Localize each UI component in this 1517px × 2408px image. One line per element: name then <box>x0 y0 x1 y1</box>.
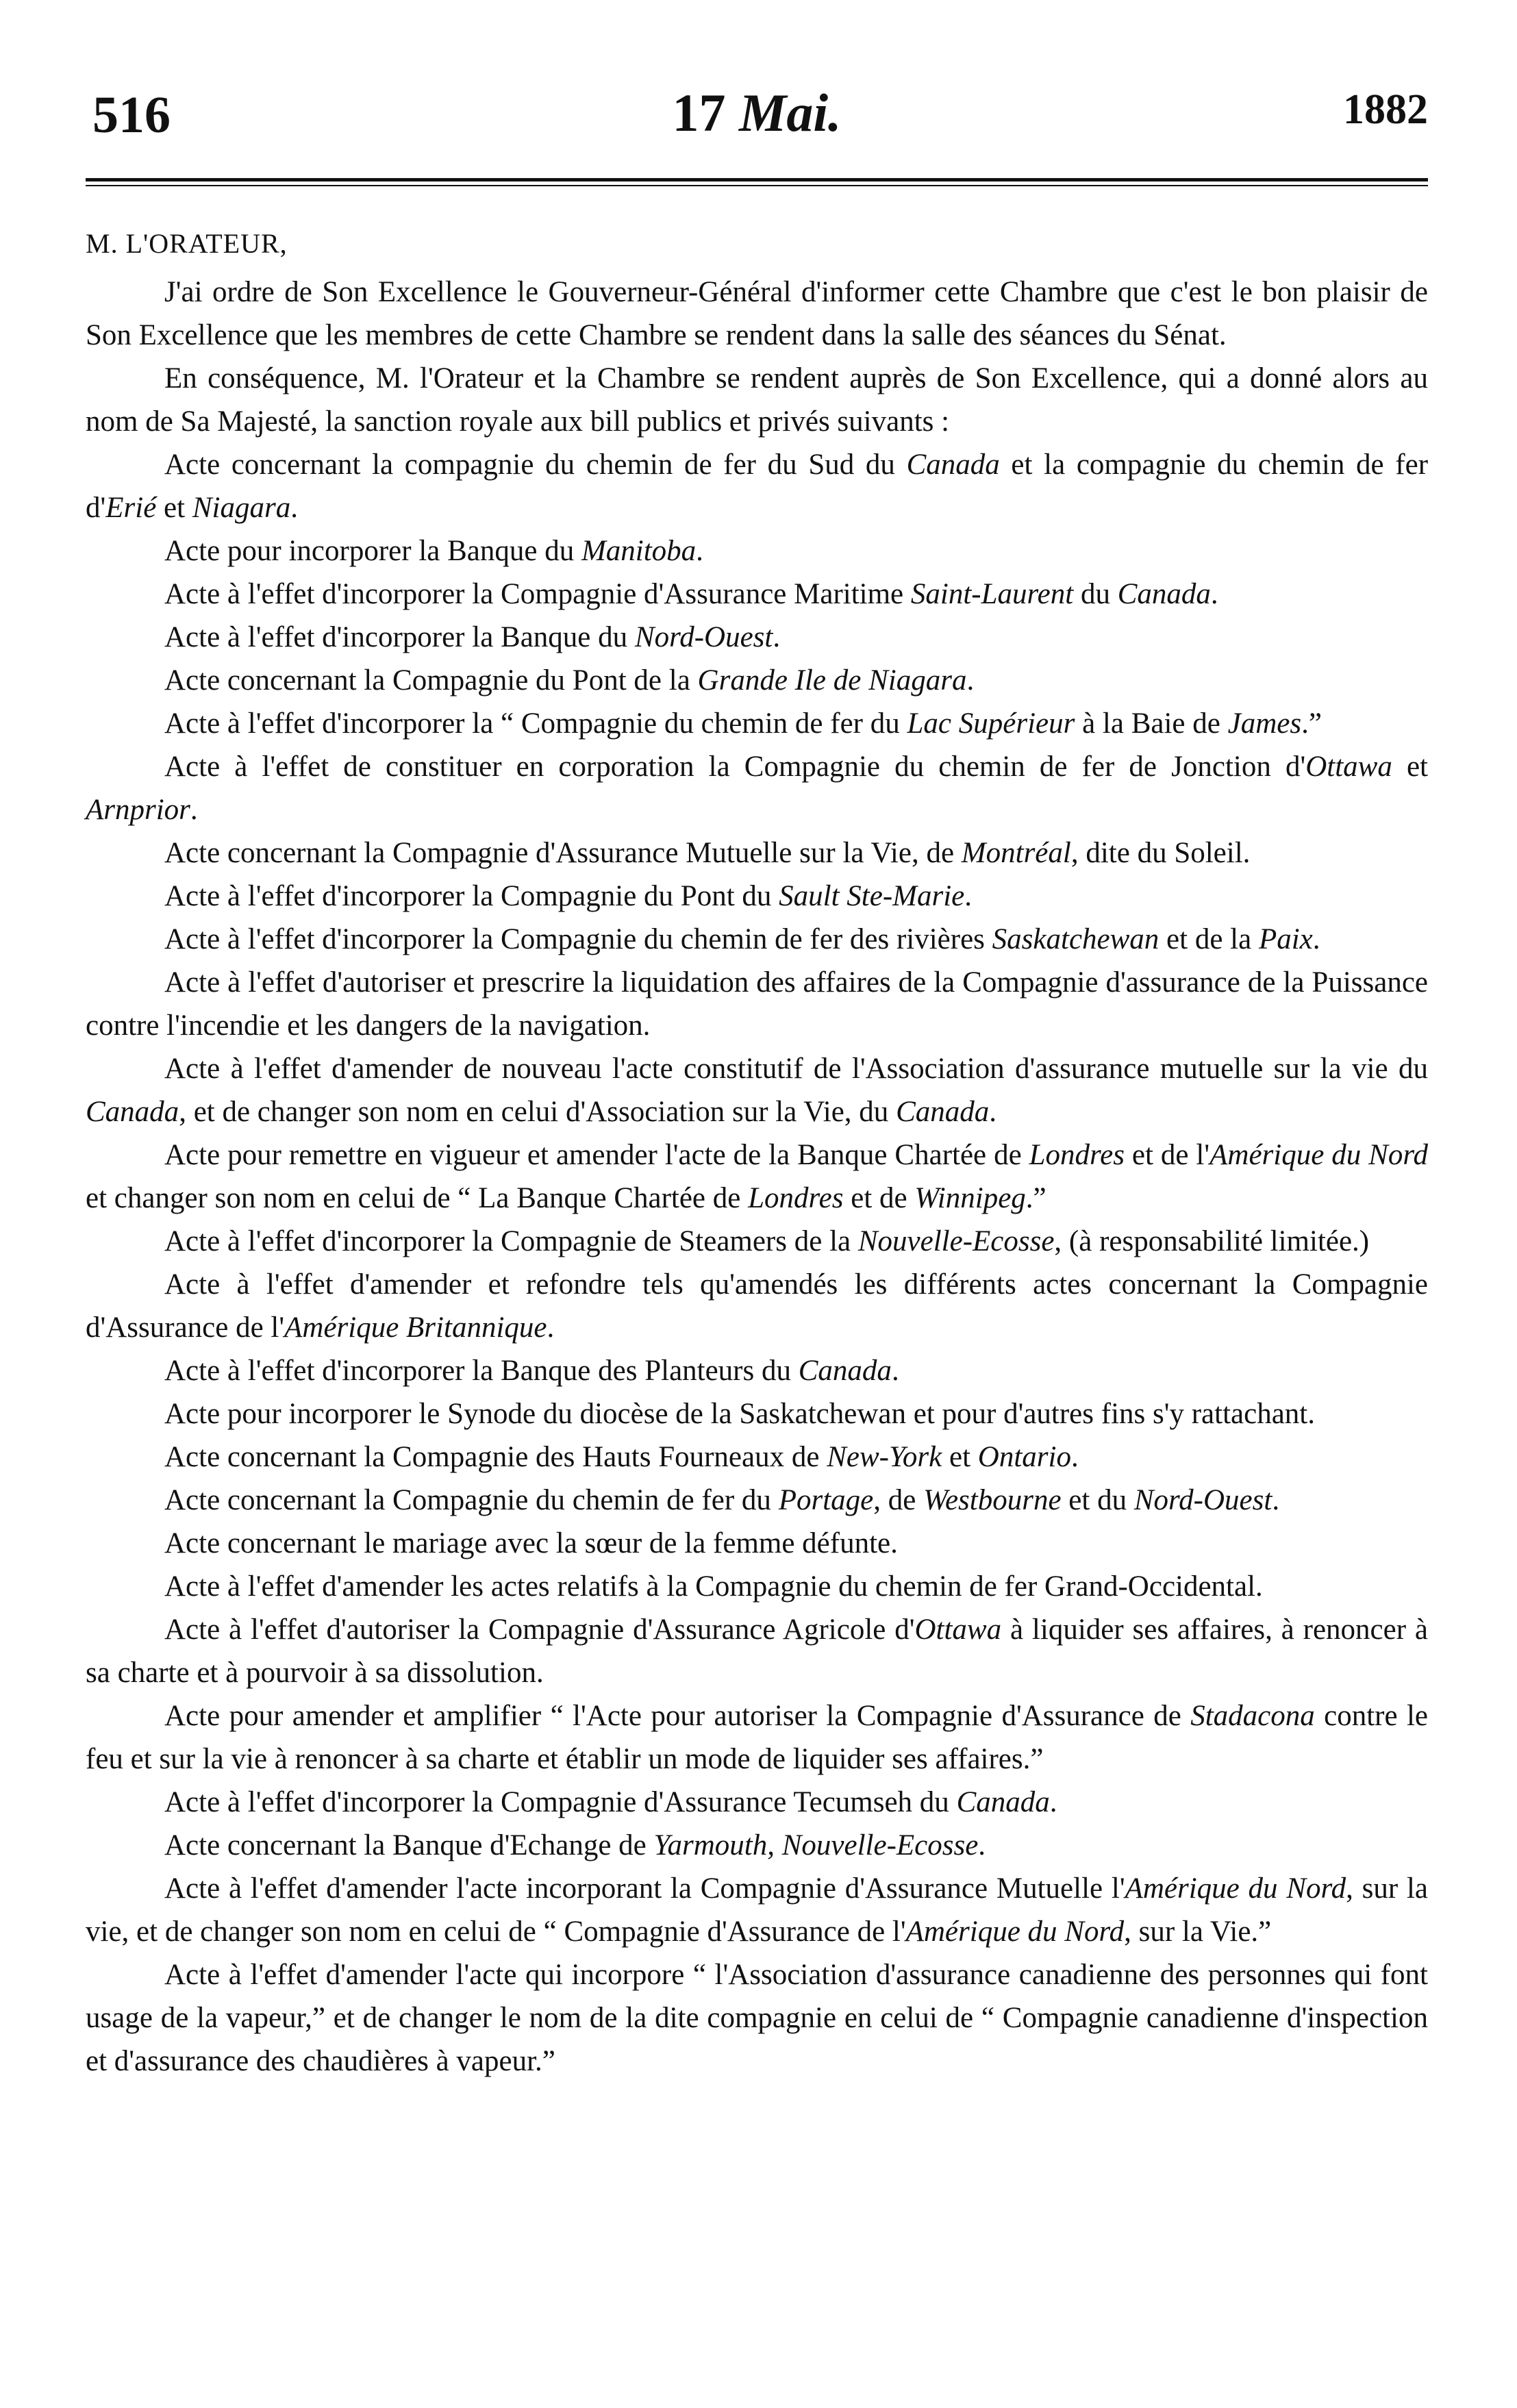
text-segment: . <box>1049 1786 1057 1818</box>
italic-segment: Manitoba <box>581 535 697 567</box>
document-body <box>86 222 1428 2083</box>
italic-segment: Canada <box>86 1096 179 1128</box>
text-segment: . <box>989 1096 996 1128</box>
act-paragraph <box>86 1694 1428 1781</box>
italic-segment: Arnprior <box>86 794 190 826</box>
text-segment: contre le feu et sur la vie à renoncer à sa charte et établir un mode de liquider ses affaires.” <box>86 1700 1428 1775</box>
act-paragraph <box>86 1824 1428 1867</box>
text-segment: et <box>942 1441 978 1473</box>
act-paragraph <box>86 1435 1428 1479</box>
act-paragraph <box>86 831 1428 875</box>
text-segment: à la Baie de <box>1075 707 1228 740</box>
text-segment: .” <box>1301 707 1322 740</box>
italic-segment: Grande Ile de Niagara <box>697 664 967 697</box>
act-paragraph <box>86 573 1428 616</box>
document-page <box>86 72 1428 2083</box>
italic-segment: Sault Ste-Marie <box>779 880 965 912</box>
act-paragraph <box>86 745 1428 831</box>
act-paragraph <box>86 1220 1428 1263</box>
text-segment: J'ai ordre de Son Excellence le Gouverneur-Général d'informer cette Chambre que c'est le bon plaisir de Son Excellence que les membres de cette Chambre se rendent dans la salle des séances du Sénat. <box>86 276 1428 351</box>
act-paragraph <box>86 1263 1428 1349</box>
italic-segment: Londres <box>748 1182 844 1214</box>
act-paragraph <box>86 443 1428 529</box>
text-segment: Acte à l'effet d'incorporer la Banque des Planteurs du <box>164 1355 799 1387</box>
text-segment: et du <box>1061 1484 1134 1516</box>
text-segment: Acte à l'effet d'autoriser la Compagnie d'Assurance Agricole d' <box>164 1614 915 1646</box>
act-paragraph <box>86 1479 1428 1522</box>
text-segment: Acte à l'effet d'incorporer la “ Compagnie du chemin de fer du <box>164 707 907 740</box>
act-paragraph <box>86 1522 1428 1565</box>
text-segment: . <box>773 621 781 653</box>
italic-segment: Westbourne <box>923 1484 1062 1516</box>
text-segment: Acte à l'effet d'incorporer la Compagnie du chemin de fer des rivières <box>164 923 992 955</box>
italic-segment: Yarmouth, Nouvelle-Ecosse <box>653 1829 979 1861</box>
act-paragraph <box>86 702 1428 745</box>
italic-segment: Montréal <box>961 837 1071 869</box>
italic-segment: Ottawa <box>914 1614 1002 1646</box>
header-month: Mai. <box>738 83 842 142</box>
text-segment: , de <box>873 1484 924 1516</box>
italic-segment: Canada <box>1117 578 1211 610</box>
italic-segment: Portage <box>778 1484 874 1516</box>
text-segment: Acte concernant le mariage avec la sœur de la femme défunte. <box>164 1527 898 1559</box>
italic-segment: Ottawa <box>1305 751 1392 783</box>
text-segment: Acte à l'effet d'amender de nouveau l'acte constitutif de l'Association d'assurance mutuelle sur la vie du <box>164 1053 1428 1085</box>
text-segment: Acte pour remettre en vigueur et amender l'acte de la Banque Chartée de <box>164 1139 1029 1171</box>
text-segment: Acte pour incorporer le Synode du diocèse de la Saskatchewan et pour d'autres fins s'y rattachant. <box>164 1398 1315 1430</box>
text-segment: Acte concernant la Banque d'Echange de <box>164 1829 654 1861</box>
italic-segment: Winnipeg <box>914 1182 1026 1214</box>
italic-segment: Amérique du Nord <box>1125 1872 1346 1905</box>
text-segment: . <box>1210 578 1218 610</box>
text-segment: Acte concernant la Compagnie du chemin de fer du <box>164 1484 779 1516</box>
text-segment: et <box>1392 751 1428 783</box>
italic-segment: Erié <box>105 492 157 524</box>
text-segment: , et de changer son nom en celui d'Association sur la Vie, du <box>179 1096 897 1128</box>
text-segment: . <box>290 492 298 524</box>
italic-segment: Canada <box>906 449 1000 481</box>
text-segment: Acte à l'effet d'amender l'acte qui incorpore “ l'Association d'assurance canadienne des personnes qui font usage de la vapeur,” et de changer le nom de la dite compagnie en celui de “ Compagnie canadienne d'inspection et d'assurance des chaudières à vapeur.” <box>86 1959 1428 2077</box>
text-segment: Acte à l'effet d'incorporer la Compagnie d'Assurance Maritime <box>164 578 911 610</box>
italic-segment: Nord-Ouest <box>1133 1484 1272 1516</box>
header-rule <box>86 178 1428 186</box>
text-segment: Acte concernant la Compagnie du Pont de la <box>164 664 698 697</box>
act-paragraph <box>86 1867 1428 1953</box>
italic-segment: James <box>1227 707 1302 740</box>
text-segment: . <box>1312 923 1320 955</box>
text-segment: et changer son nom en celui de “ La Banque Chartée de <box>86 1182 749 1214</box>
act-paragraph <box>86 659 1428 702</box>
text-segment: . <box>891 1355 899 1387</box>
italic-segment: Canada <box>798 1355 892 1387</box>
text-segment: Acte concernant la Compagnie d'Assurance Mutuelle sur la Vie, de <box>164 837 962 869</box>
text-segment: , sur la Vie.” <box>1124 1916 1272 1948</box>
text-segment: Acte à l'effet d'amender l'acte incorporant la Compagnie d'Assurance Mutuelle l' <box>164 1872 1125 1905</box>
act-paragraph <box>86 961 1428 1047</box>
text-segment: . <box>1070 1441 1079 1473</box>
text-segment: et la compagnie du chemin de fer d' <box>86 449 1429 524</box>
text-segment: et de l' <box>1124 1139 1210 1171</box>
text-segment: Acte à l'effet d'incorporer la Compagnie de Steamers de la <box>164 1225 858 1257</box>
text-segment: . <box>1272 1484 1280 1516</box>
act-paragraph <box>86 1047 1428 1133</box>
header-date <box>86 82 1428 144</box>
header-day: 17 <box>672 83 726 142</box>
text-segment: Acte à l'effet d'autoriser et prescrire la liquidation des affaires de la Compagnie d'assurance de la Puissance contre l'incendie et les dangers de la navigation. <box>86 966 1428 1042</box>
italic-segment: Stadacona <box>1190 1700 1315 1732</box>
text-segment: Acte à l'effet d'amender et refondre tels qu'amendés les différents actes concernant la Compagnie d'Assurance de l' <box>86 1268 1428 1344</box>
italic-segment: Paix <box>1258 923 1313 955</box>
text-segment: Acte concernant la Compagnie des Hauts Fourneaux de <box>164 1441 827 1473</box>
header-year: 1882 <box>1343 86 1428 133</box>
act-paragraph <box>86 529 1428 573</box>
paragraph-list <box>86 271 1428 2083</box>
text-segment: Acte à l'effet d'incorporer la Compagnie du Pont du <box>164 880 779 912</box>
italic-segment: Amérique du Nord <box>1209 1139 1428 1171</box>
text-segment: .” <box>1025 1182 1046 1214</box>
act-paragraph <box>86 1565 1428 1608</box>
italic-segment: Londres <box>1029 1139 1125 1171</box>
italic-segment: Lac Supérieur <box>907 707 1075 740</box>
act-paragraph <box>86 918 1428 961</box>
text-segment: à liquider ses affaires, à renoncer à sa charte et à pourvoir à sa dissolution. <box>86 1614 1428 1689</box>
italic-segment: Saskatchewan <box>992 923 1159 955</box>
italic-segment: Canada <box>956 1786 1050 1818</box>
text-segment: Acte concernant la compagnie du chemin de fer du Sud du <box>164 449 907 481</box>
page-header <box>86 72 1428 147</box>
act-paragraph <box>86 357 1428 443</box>
text-segment: Acte pour amender et amplifier “ l'Acte pour autoriser la Compagnie d'Assurance de <box>164 1700 1191 1732</box>
italic-segment: Saint-Laurent <box>910 578 1074 610</box>
italic-segment: Nouvelle-Ecosse <box>857 1225 1055 1257</box>
act-paragraph <box>86 1781 1428 1824</box>
text-segment: et de la <box>1159 923 1259 955</box>
text-segment: Acte à l'effet d'amender les actes relatifs à la Compagnie du chemin de fer Grand-Occidental. <box>164 1570 1263 1603</box>
act-paragraph <box>86 1953 1428 2083</box>
act-paragraph <box>86 271 1428 357</box>
text-segment: Acte à l'effet de constituer en corporation la Compagnie du chemin de fer de Jonction d' <box>164 751 1306 783</box>
text-segment: , dite du Soleil. <box>1070 837 1251 869</box>
italic-segment: Canada <box>896 1096 990 1128</box>
text-segment: , (à responsabilité limitée.) <box>1054 1225 1370 1257</box>
text-segment: . <box>190 794 198 826</box>
act-paragraph <box>86 1349 1428 1392</box>
italic-segment: New-York <box>827 1441 942 1473</box>
act-paragraph <box>86 616 1428 659</box>
text-segment: et de <box>843 1182 915 1214</box>
italic-segment: Niagara <box>192 492 291 524</box>
text-segment: Acte pour incorporer la Banque du <box>164 535 581 567</box>
act-paragraph <box>86 1133 1428 1220</box>
text-segment: , sur la vie, et de changer son nom en celui de “ Compagnie d'Assurance de l' <box>86 1872 1428 1948</box>
text-segment: . <box>978 1829 986 1861</box>
text-segment: . <box>964 880 972 912</box>
text-segment: . <box>966 664 975 697</box>
act-paragraph <box>86 1608 1428 1694</box>
italic-segment: Nord-Ouest <box>634 621 773 653</box>
act-paragraph <box>86 875 1428 918</box>
page-number: 516 <box>92 86 171 144</box>
text-segment: En conséquence, M. l'Orateur et la Chambre se rendent auprès de Son Excellence, qui a donné alors au nom de Sa Majesté, la sanction royale aux bill publics et privés suivants : <box>86 362 1428 438</box>
text-segment: Acte à l'effet d'incorporer la Banque du <box>164 621 635 653</box>
text-segment: . <box>696 535 703 567</box>
salutation: M. L'ORATEUR, <box>86 228 288 259</box>
text-segment: . <box>547 1312 555 1344</box>
italic-segment: Ontario <box>977 1441 1071 1473</box>
italic-segment: Amérique du Nord <box>905 1916 1125 1948</box>
italic-segment: Amérique Britannique <box>284 1312 547 1344</box>
text-segment: Acte à l'effet d'incorporer la Compagnie d'Assurance Tecumseh du <box>164 1786 957 1818</box>
text-segment: du <box>1073 578 1118 610</box>
act-paragraph <box>86 1392 1428 1435</box>
text-segment: et <box>156 492 192 524</box>
